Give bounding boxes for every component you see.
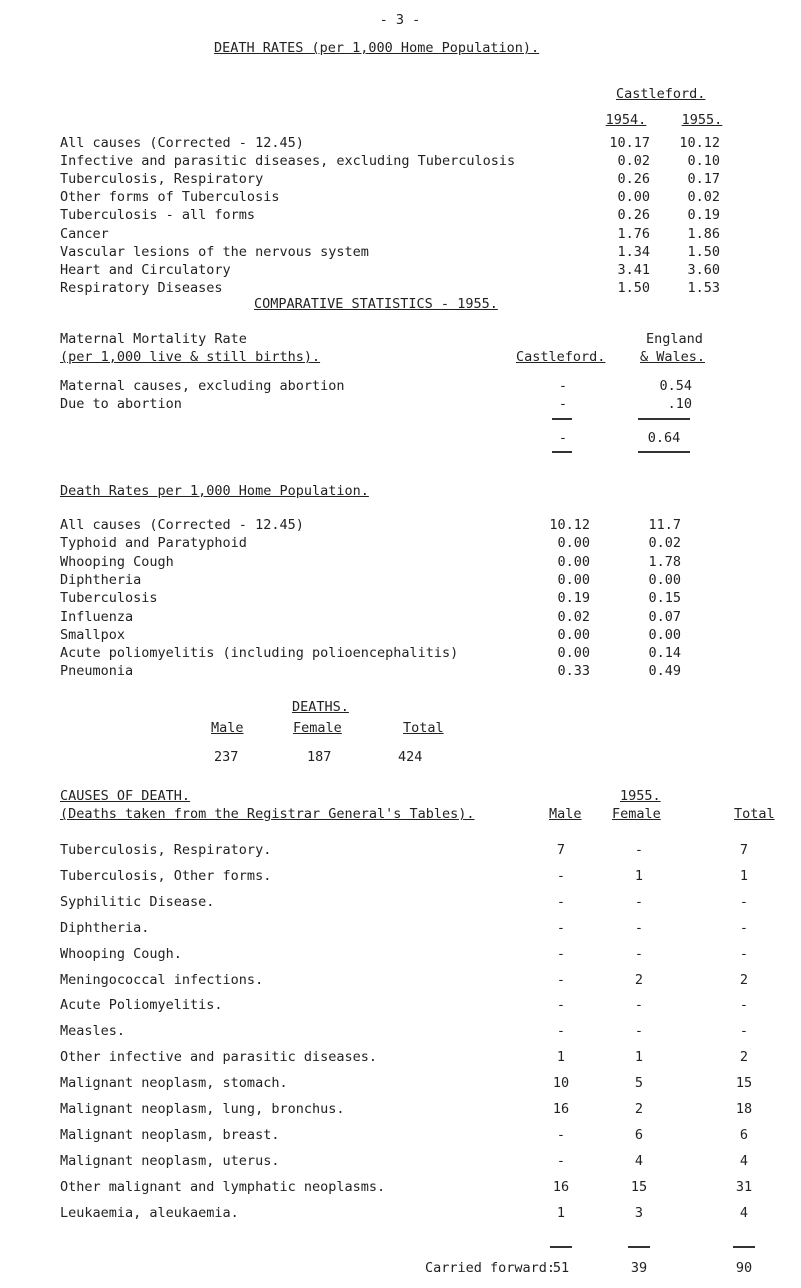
section3-heading: Death Rates per 1,000 Home Population. — [60, 483, 369, 499]
cause-male-value: - — [556, 867, 566, 884]
causes-year: 1955. — [620, 788, 661, 804]
rule-england — [638, 418, 690, 420]
cause-female-value: 2 — [634, 971, 644, 988]
cause-male-value: - — [556, 997, 566, 1014]
cause-female-value: 3 — [634, 1204, 644, 1221]
rule-england-2 — [638, 451, 690, 453]
section2-heading: COMPARATIVE STATISTICS - 1955. — [254, 296, 498, 312]
year-1955: 1955. — [681, 112, 723, 128]
death-rate-castleford-value: 0.00 — [557, 645, 590, 662]
rate-row-label: Tuberculosis, Respiratory — [60, 171, 264, 188]
death-rate-england-value: 0.49 — [648, 663, 681, 680]
cause-male-value: - — [556, 971, 566, 988]
death-rate-row-label: Diphtheria — [60, 571, 142, 588]
cause-row-label: Malignant neoplasm, breast. — [60, 1126, 280, 1143]
cause-female-value: - — [634, 893, 644, 910]
section1-area: Castleford. — [616, 86, 706, 102]
death-rate-castleford-value: 0.00 — [557, 571, 590, 588]
causes-total-label: Total — [734, 806, 775, 822]
cause-total-value: 6 — [739, 1126, 749, 1143]
cause-total-value: 15 — [735, 1075, 753, 1092]
cause-row-label: Measles. — [60, 1023, 126, 1040]
death-rate-castleford-value: 0.00 — [557, 553, 590, 570]
rate-1955-value: 0.17 — [687, 171, 720, 188]
rate-1955-value: 1.50 — [687, 243, 720, 260]
maternal-title: Maternal Mortality Rate — [60, 331, 247, 347]
death-rate-england-value: 0.14 — [648, 645, 681, 662]
death-rate-castleford-value: 10.12 — [549, 517, 590, 533]
cause-female-value: 4 — [634, 1152, 644, 1169]
rate-row-label: Infective and parasitic diseases, excluding Tuberculosis — [60, 153, 516, 170]
maternal-row-label: Maternal causes, excluding abortion — [60, 378, 345, 394]
cause-total-value: 2 — [739, 1049, 749, 1066]
rate-1955-value: 0.02 — [687, 189, 720, 206]
cause-total-value: - — [739, 945, 749, 962]
cause-row-label: Malignant neoplasm, lung, bronchus. — [60, 1101, 345, 1117]
death-rate-row-label: Tuberculosis — [60, 590, 158, 607]
cause-female-value: 15 — [630, 1178, 648, 1195]
cause-male-value: - — [556, 1126, 566, 1143]
cause-row-label: Malignant neoplasm, stomach. — [60, 1075, 288, 1092]
col-castleford: Castleford. — [516, 349, 606, 365]
rate-1954-value: 0.02 — [617, 153, 650, 170]
rate-1954-value: 10.17 — [609, 135, 650, 151]
carried-male: 51 — [552, 1260, 570, 1276]
rate-row-label: Tuberculosis - all forms — [60, 207, 256, 224]
rate-1954-value: 0.00 — [617, 189, 650, 206]
cause-male-value: 16 — [552, 1178, 570, 1195]
cause-total-value: 1 — [739, 867, 749, 884]
rate-1954-value: 0.26 — [617, 207, 650, 224]
cause-row-label: Malignant neoplasm, uterus. — [60, 1152, 280, 1169]
rate-1955-value: 0.10 — [687, 153, 720, 170]
cause-female-value: - — [634, 919, 644, 936]
cause-female-value: 6 — [634, 1126, 644, 1143]
causes-heading: CAUSES OF DEATH. — [60, 788, 191, 804]
cause-male-value: - — [556, 893, 566, 910]
rate-1954-value: 1.50 — [617, 279, 650, 296]
cause-total-value: - — [739, 1023, 749, 1040]
death-rate-castleford-value: 0.02 — [557, 608, 590, 625]
section1-heading: DEATH RATES (per 1,000 Home Population). — [214, 40, 540, 56]
death-rate-castleford-value: 0.33 — [557, 663, 590, 680]
cause-row-label: Acute Poliomyelitis. — [60, 997, 223, 1014]
death-rate-england-value: 0.00 — [648, 571, 681, 588]
cause-female-value: - — [634, 842, 644, 858]
rate-row-label: Respiratory Diseases — [60, 279, 223, 296]
rule-carried-total — [733, 1246, 755, 1248]
cause-female-value: - — [634, 945, 644, 962]
rate-1954-value: 1.34 — [617, 243, 650, 260]
death-rate-england-value: 0.15 — [648, 590, 681, 607]
death-rate-england-value: 0.02 — [648, 535, 681, 552]
rate-1955-value: 10.12 — [679, 135, 720, 151]
cause-female-value: 1 — [634, 1049, 644, 1066]
causes-male-label: Male — [549, 806, 582, 822]
deaths-male: 237 — [214, 749, 239, 765]
maternal-total-castleford: - — [558, 430, 568, 446]
death-rate-castleford-value: 0.00 — [557, 626, 590, 643]
rate-row-label: Vascular lesions of the nervous system — [60, 243, 369, 260]
maternal-row-label: Due to abortion — [60, 396, 182, 412]
maternal-england-value: 0.54 — [659, 378, 692, 394]
cause-male-value: - — [556, 1023, 566, 1040]
death-rate-england-value: 1.78 — [648, 553, 681, 570]
cause-male-value: - — [556, 1152, 566, 1169]
cause-male-value: - — [556, 945, 566, 962]
death-rate-england-value: 0.00 — [648, 626, 681, 643]
page-number: - 3 - — [379, 12, 421, 28]
cause-total-value: 4 — [739, 1204, 749, 1221]
deaths-male-label: Male — [211, 720, 244, 736]
cause-row-label: Other infective and parasitic diseases. — [60, 1049, 377, 1066]
maternal-castleford-value: - — [558, 396, 568, 412]
cause-total-value: - — [739, 919, 749, 936]
death-rate-castleford-value: 0.00 — [557, 535, 590, 552]
rate-1955-value: 0.19 — [687, 207, 720, 224]
cause-row-label: Diphtheria. — [60, 919, 150, 936]
death-rate-row-label: Typhoid and Paratyphoid — [60, 535, 247, 552]
cause-total-value: - — [739, 893, 749, 910]
cause-male-value: 10 — [552, 1075, 570, 1092]
cause-row-label: Meningococcal infections. — [60, 971, 264, 988]
cause-male-value: 16 — [552, 1101, 570, 1117]
death-rate-row-label: Whooping Cough — [60, 553, 174, 570]
cause-total-value: 31 — [735, 1178, 753, 1195]
carried-female: 39 — [630, 1260, 648, 1276]
maternal-total-england: 0.64 — [647, 430, 681, 446]
year-1954: 1954. — [605, 112, 647, 128]
deaths-female: 187 — [307, 749, 332, 765]
causes-subheading: (Deaths taken from the Registrar General's Tables). — [60, 806, 475, 822]
deaths-female-label: Female — [293, 720, 342, 736]
maternal-subtitle: (per 1,000 live & still births). — [60, 349, 321, 365]
death-rate-england-value: 0.07 — [648, 608, 681, 625]
rule-castleford-2 — [552, 451, 572, 453]
rule-carried-female — [628, 1246, 650, 1248]
maternal-england-value: .10 — [667, 396, 692, 412]
cause-row-label: Leukaemia, aleukaemia. — [60, 1204, 239, 1221]
maternal-castleford-value: - — [558, 378, 568, 394]
cause-female-value: - — [634, 1023, 644, 1040]
carried-forward-label: Carried forward: — [425, 1260, 556, 1276]
cause-male-value: - — [556, 919, 566, 936]
rate-1954-value: 1.76 — [617, 225, 650, 242]
rate-row-label: All causes (Corrected - 12.45) — [60, 135, 304, 151]
cause-female-value: - — [634, 997, 644, 1014]
death-rate-row-label: Smallpox — [60, 626, 126, 643]
cause-row-label: Other malignant and lymphatic neoplasms. — [60, 1178, 386, 1195]
cause-row-label: Whooping Cough. — [60, 945, 182, 962]
cause-total-value: - — [739, 997, 749, 1014]
death-rate-row-label: Influenza — [60, 608, 134, 625]
rate-1954-value: 0.26 — [617, 171, 650, 188]
rate-1955-value: 3.60 — [687, 261, 720, 278]
carried-total: 90 — [735, 1260, 753, 1276]
cause-total-value: 4 — [739, 1152, 749, 1169]
death-rate-row-label: Acute poliomyelitis (including polioencephalitis) — [60, 645, 459, 662]
death-rate-row-label: All causes (Corrected - 12.45) — [60, 517, 304, 533]
cause-row-label: Syphilitic Disease. — [60, 893, 215, 910]
rate-1955-value: 1.86 — [687, 225, 720, 242]
cause-total-value: 7 — [739, 842, 749, 858]
cause-total-value: 18 — [735, 1101, 753, 1117]
cause-row-label: Tuberculosis, Other forms. — [60, 867, 272, 884]
rate-row-label: Cancer — [60, 225, 109, 242]
rule-carried-male — [550, 1246, 572, 1248]
rate-1954-value: 3.41 — [617, 261, 650, 278]
death-rate-castleford-value: 0.19 — [557, 590, 590, 607]
rate-1955-value: 1.53 — [687, 279, 720, 296]
col-england-1: England — [646, 331, 703, 347]
deaths-total-label: Total — [403, 720, 444, 736]
deaths-total: 424 — [398, 749, 423, 765]
cause-male-value: 1 — [556, 1204, 566, 1221]
causes-female-label: Female — [612, 806, 661, 822]
cause-female-value: 2 — [634, 1101, 644, 1117]
death-rate-row-label: Pneumonia — [60, 663, 134, 680]
deaths-heading: DEATHS. — [292, 699, 349, 715]
cause-male-value: 7 — [556, 842, 566, 858]
cause-female-value: 1 — [634, 867, 644, 884]
rate-row-label: Heart and Circulatory — [60, 261, 231, 278]
death-rate-england-value: 11.7 — [648, 517, 681, 533]
col-england-2: & Wales. — [640, 349, 706, 365]
cause-male-value: 1 — [556, 1049, 566, 1066]
cause-total-value: 2 — [739, 971, 749, 988]
cause-female-value: 5 — [634, 1075, 644, 1092]
cause-row-label: Tuberculosis, Respiratory. — [60, 842, 272, 858]
rule-castleford — [552, 418, 572, 420]
rate-row-label: Other forms of Tuberculosis — [60, 189, 280, 206]
